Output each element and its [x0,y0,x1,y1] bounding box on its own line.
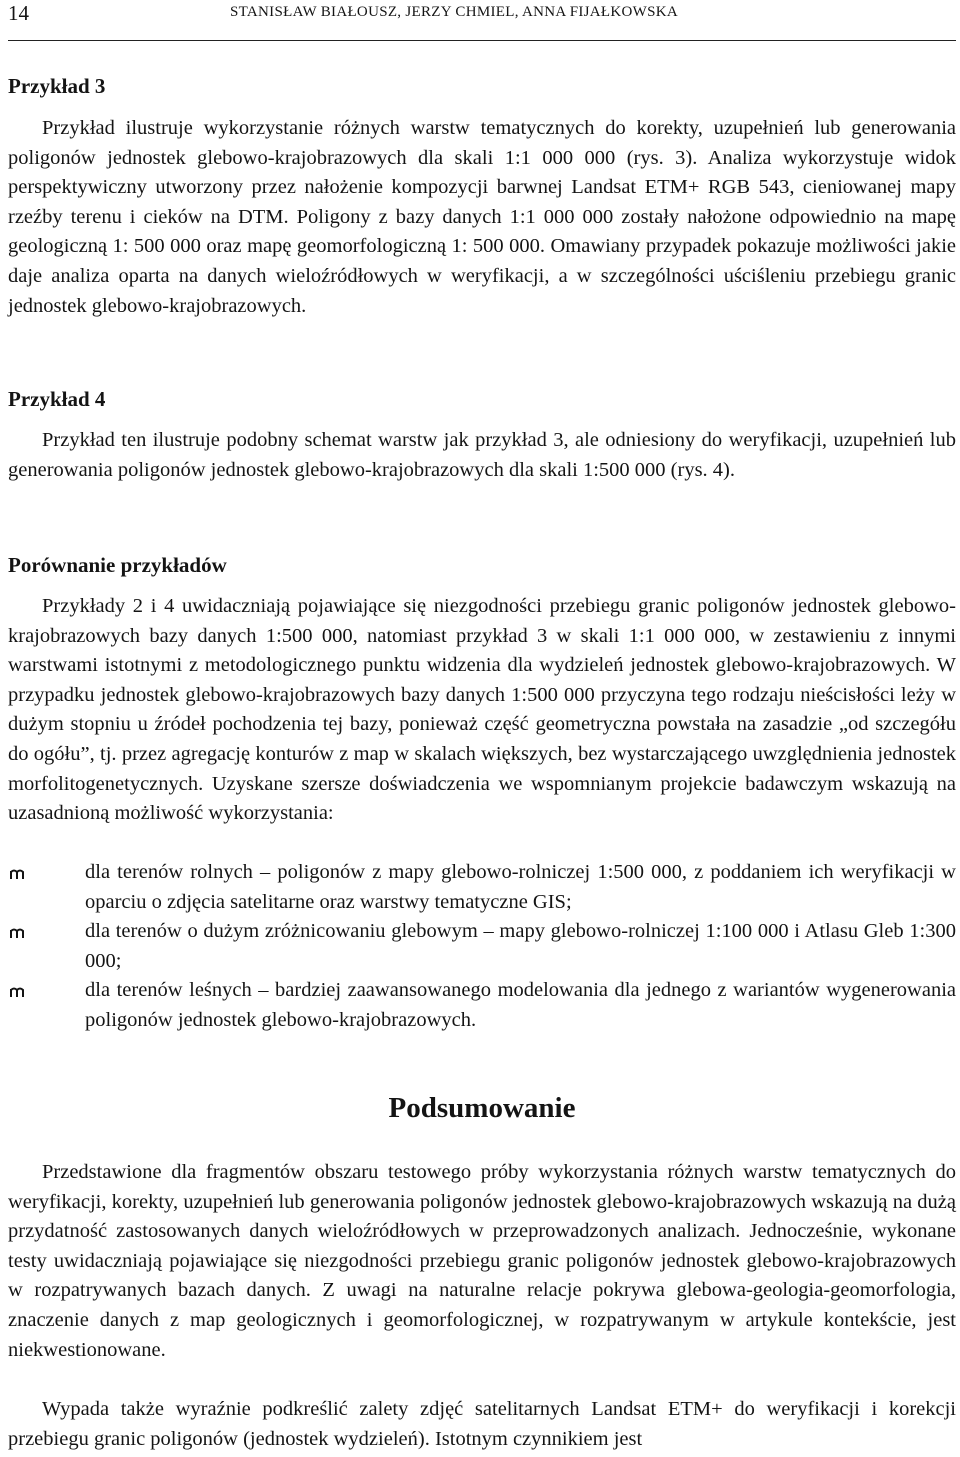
list-item [8,976,956,1035]
running-head [8,0,956,41]
list-item [8,858,956,917]
paragraph-example-4: Przykład ten ilustruje podobny schemat warstw jak przykład 3, ale odniesiony do weryfikacji, uzupełnień lub generowania poligonów jednostek glebowo-krajobrazowych dla skali 1:500 000 (rys. 4). [8,429,956,481]
bullet-icon [10,986,24,998]
bullet-icon [10,927,24,939]
heading-example-4: Przykład 4 [8,387,106,411]
bullet-icon [10,868,24,880]
paragraph-summary-1: Przedstawione dla fragmentów obszaru testowego próby wykorzystania różnych warstw tematycznych do weryfikacji, korekty, uzupełnień lub generowania poligonów jednostek glebowo-krajobrazowych wskazują na dużą przydatność zastosowanych danych wieloźródłowych w przeprowadzonych analizach. Jednocześnie, wykonane testy uwidaczniają pojawiające się niezgodności przebiegu granic poligonów jednostek glebowo-krajobrazowych w rozpatrywanych bazach danych. Z uwagi na naturalne relacje pokrywa glebowa-geologia-geomorfologia, znaczenie danych z map geologicznych i geomorfologicznej, w rozpatrywanym w artykule kontekście, jest niekwestionowane. [8,1161,956,1361]
list-item-text: dla terenów leśnych – bardziej zaawansowanego modelowania dla jednego z wariantów wygenerowania poligonów jednostek glebowo-krajobrazowych. [85,979,956,1031]
usage-list [8,858,956,1036]
document-page [8,0,956,1450]
list-item-text: dla terenów o dużym zróżnicowaniu glebowym – mapy glebowo-rolniczej 1:100 000 i Atlasu Gleb 1:300 000; [85,920,956,972]
paragraph-example-3: Przykład ilustruje wykorzystanie różnych warstw tematycznych do korekty, uzupełnień lub generowania poligonów jednostek glebowo-krajobrazowych dla skali 1:1 000 000 (rys. 3). Analiza wykorzystuje widok perspektywiczny utworzony przez nałożenie kompozycji barwnej Landsat ETM+ RGB 543, cieniowanej mapy rzeźby terenu i cieków na DTM. Poligony z bazy danych 1:1 000 000 zostały nałożone odpowiednio na mapę geologiczną 1: 500 000 oraz mapę geomorfologiczną 1: 500 000. Omawiany przypadek pokazuje możliwości jakie daje analiza oparta na danych wieloźródłowych w weryfikacji, a w szczególności uściśleniu przebiegu granic jednostek glebowo-krajobrazowych. [8,117,956,317]
page-number: 14 [8,1,29,25]
list-item-text: dla terenów rolnych – poligonów z mapy glebowo-rolniczej 1:500 000, z poddaniem ich weryfikacji w oparciu o zdjęcia satelitarne oraz warstwy tematyczne GIS; [85,861,956,913]
heading-summary: Podsumowanie [388,1092,576,1124]
paragraph-summary-2: Wypada także wyraźnie podkreślić zalety zdjęć satelitarnych Landsat ETM+ do weryfikacji i korekcji przebiegu granic poligonów (jednostek wydzieleń). Istotnym czynnikiem jest [8,1398,956,1450]
heading-example-3: Przykład 3 [8,74,106,98]
heading-comparison: Porównanie przykładów [8,553,227,577]
paragraph-comparison: Przykłady 2 i 4 uwidaczniają pojawiające się niezgodności przebiegu granic poligonów jednostek glebowo-krajobrazowych bazy danych 1:500 000, natomiast przykład 3 w skali 1:1 000 000, w zestawieniu z innymi warstwami istotnymi z metodologicznego punktu widzenia dla wydzieleń jednostek glebowo-krajobrazowych. W przypadku jednostek glebowo-krajobrazowych bazy danych 1:500 000 przyczyna tego rodzaju nieścisłości leży w dużym stopniu u źródeł pochodzenia tej bazy, ponieważ część geometryczna powstała na zasadzie „od szczegółu do ogółu”, tj. przez agregację konturów z map w skalach większych, bez wystarczającego uwzględnienia jednostek morfolitogenetycznych. Uzyskane szersze doświadczenia we wspomnianym projekcie badawczym wskazują na uzasadnioną możliwość wykorzystania: [8,595,956,825]
running-head-authors: STANISŁAW BIAŁOUSZ, JERZY CHMIEL, ANNA FIJAŁKOWSKA [230,4,679,20]
list-item [8,917,956,976]
